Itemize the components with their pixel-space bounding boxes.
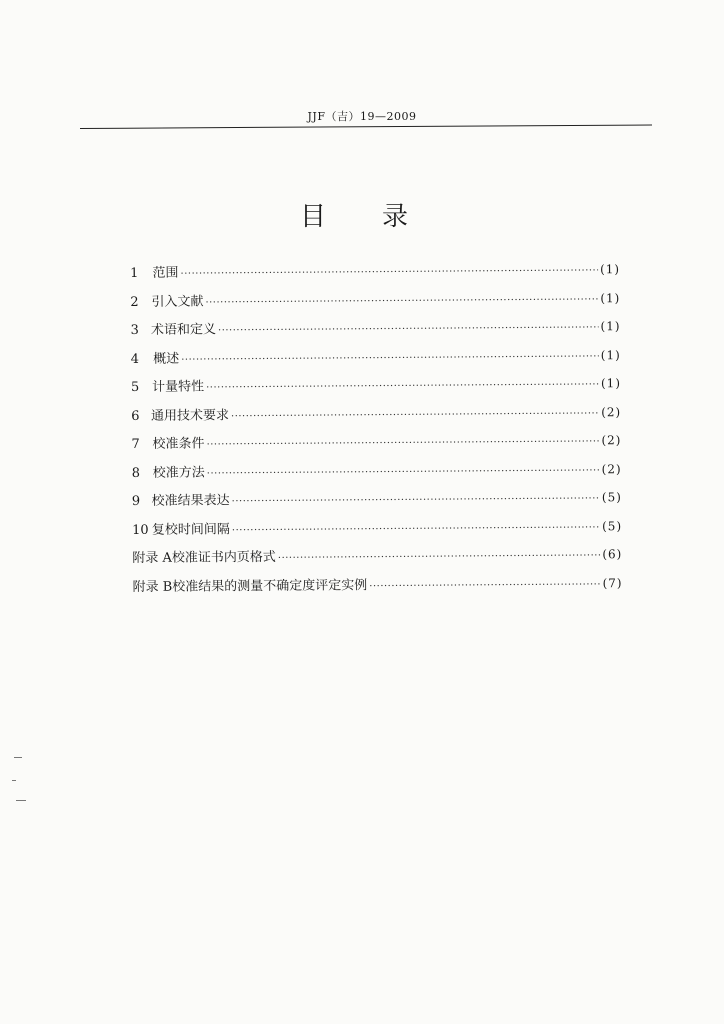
toc-entry-label: 术语和定义 <box>150 322 217 338</box>
scan-mark <box>12 780 16 781</box>
toc-entry-label: 复校时间间隔 <box>151 521 230 538</box>
toc-leader-dots <box>278 550 601 564</box>
toc-leader-dots <box>207 436 600 450</box>
standard-code: JJF（吉）19—2009 <box>307 110 417 123</box>
toc-entry-page: (5) <box>602 518 623 533</box>
toc-entry-label: 通用技术要求 <box>150 407 230 424</box>
toc-entry-label: 范围 <box>152 265 179 281</box>
header-rule <box>80 125 652 129</box>
toc-leader-dots <box>232 522 600 536</box>
toc-entry-number: 附录 B <box>132 579 173 595</box>
toc-entry-label: 计量特性 <box>152 379 205 395</box>
toc-entry-number: 2 <box>130 294 139 310</box>
toc-entry <box>131 429 621 461</box>
toc-entry-page: (1) <box>600 319 621 334</box>
toc-leader-dots <box>180 265 598 279</box>
toc-leader-dots <box>206 379 599 393</box>
toc-entry-number: 10 <box>132 522 149 538</box>
toc-entry-number: 6 <box>131 408 140 424</box>
toc-leader-dots <box>232 493 600 507</box>
toc-entry <box>132 572 622 604</box>
toc-title: 目录 <box>299 202 464 232</box>
toc-entry <box>130 258 620 290</box>
toc-entry-page: (2) <box>601 461 622 476</box>
toc-entry-page: (1) <box>600 262 621 277</box>
toc-leader-dots <box>205 294 598 308</box>
toc-leader-dots <box>369 579 600 592</box>
toc-entry <box>132 458 622 490</box>
toc-entry-label: 校准条件 <box>152 436 205 452</box>
toc-entry-number: 附录 A <box>132 550 172 566</box>
toc-entry-label: 校准方法 <box>152 464 205 481</box>
toc-entry-page: (2) <box>601 433 622 448</box>
toc-entry <box>130 315 620 347</box>
toc-leader-dots <box>207 465 600 479</box>
toc-entry-number: 3 <box>130 322 139 338</box>
toc-entry <box>131 372 621 404</box>
toc-entry-number: 5 <box>130 379 140 395</box>
toc-entry-label: 校准证书内页格式 <box>171 549 276 566</box>
toc-entry-page: (1) <box>600 376 622 391</box>
toc-list <box>130 258 623 604</box>
toc-entry-page: (6) <box>602 547 623 562</box>
toc-entry <box>132 486 622 518</box>
toc-entry-number: 4 <box>130 351 140 367</box>
toc-entry-page: (7) <box>602 575 623 590</box>
toc-entry-label: 校准结果的测量不确定度评定实例 <box>172 577 368 595</box>
toc-entry-label: 概述 <box>153 351 180 367</box>
toc-entry-number: 7 <box>131 436 140 452</box>
toc-entry <box>130 287 620 319</box>
toc-entry <box>132 515 622 547</box>
toc-entry-number: 8 <box>131 465 140 481</box>
scan-mark <box>14 757 22 758</box>
toc-entry <box>131 401 621 433</box>
toc-entry-page: (2) <box>601 404 622 419</box>
toc-entry-page: (1) <box>600 347 621 362</box>
toc-entry-page: (5) <box>601 490 622 505</box>
toc-leader-dots <box>218 322 599 336</box>
toc-entry-page: (1) <box>600 290 621 305</box>
scan-mark <box>16 800 26 801</box>
toc-entry-number: 1 <box>130 265 139 281</box>
toc-entry <box>131 344 621 376</box>
toc-entry-label: 校准结果表达 <box>151 493 230 509</box>
toc-entry <box>132 543 622 575</box>
toc-entry-label: 引入文献 <box>151 293 204 310</box>
toc-entry-number: 9 <box>131 493 141 509</box>
toc-leader-dots <box>231 408 599 422</box>
toc-leader-dots <box>181 351 599 365</box>
